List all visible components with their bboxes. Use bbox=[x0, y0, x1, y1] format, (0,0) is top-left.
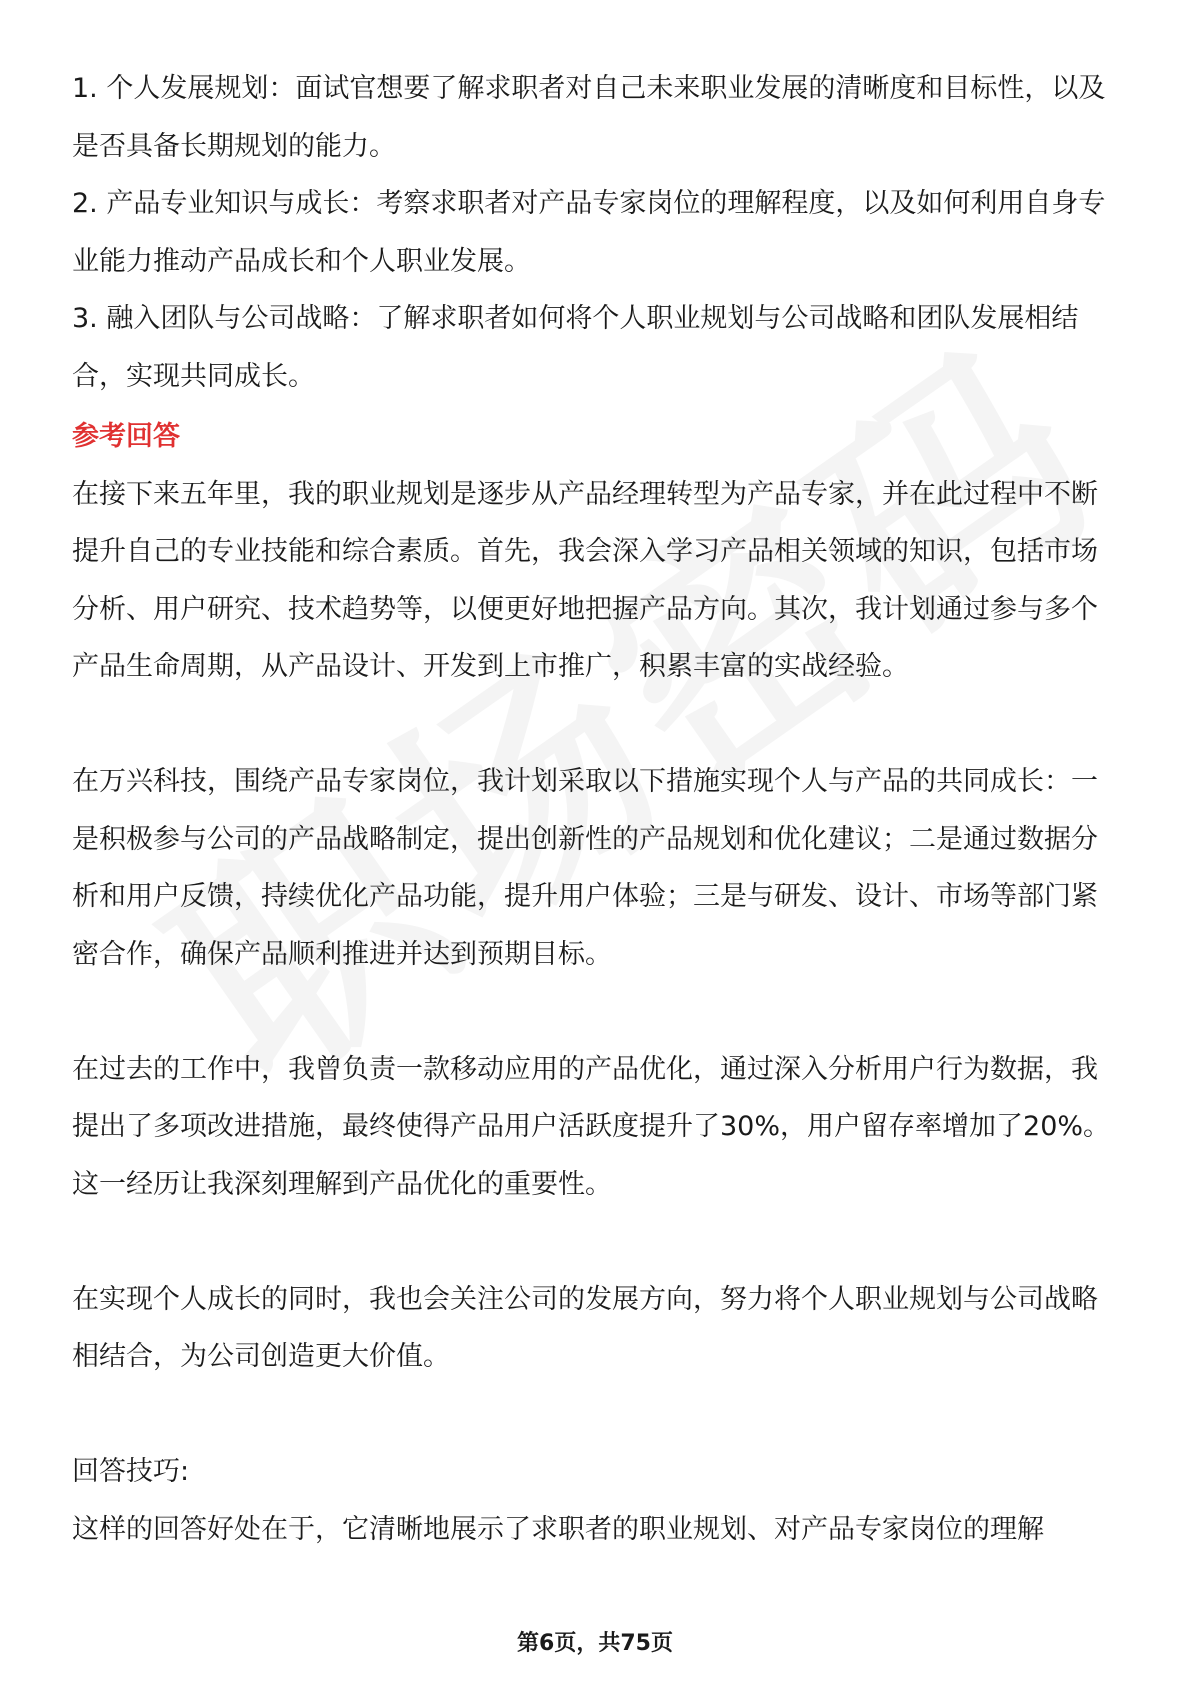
answer-paragraph-3: 在过去的工作中，我曾负责一款移动应用的产品优化，通过深入分析用户行为数据，我提出了多项改进措施，最终使得产品用户活跃度提升了30%，用户留存率增加了20%。这一经历让我深刻理解到产品优化的重要性。 bbox=[72, 1053, 1111, 1200]
point-1: 1. 个人发展规划：面试官想要了解求职者对自己未来职业发展的清晰度和目标性，以及是否具备长期规划的能力。 bbox=[72, 73, 1106, 162]
paragraph-gap bbox=[72, 983, 1122, 1041]
tips-heading: 回答技巧: bbox=[72, 1456, 190, 1487]
paragraph-gap bbox=[72, 696, 1122, 754]
answer-paragraph-1: 在接下来五年里，我的职业规划是逐步从产品经理转型为产品专家，并在此过程中不断提升自己的专业技能和综合素质。首先，我会深入学习产品相关领域的知识，包括市场分析、用户研究、技术趋势等，以便更好地把握产品方向。其次，我计划通过参与多个产品生命周期，从产品设计、开发到上市推广，积累丰富的实战经验。 bbox=[72, 478, 1098, 682]
answer-paragraph-4: 在实现个人成长的同时，我也会关注公司的发展方向，努力将个人职业规划与公司战略相结合，为公司创造更大价值。 bbox=[72, 1283, 1098, 1372]
paragraph-gap bbox=[72, 1213, 1122, 1271]
answer-heading: 参考回答 bbox=[72, 421, 180, 452]
document-body bbox=[72, 60, 1122, 1558]
point-2: 2. 产品专业知识与成长：考察求职者对产品专家岗位的理解程度，以及如何利用自身专业能力推动产品成长和个人职业发展。 bbox=[72, 188, 1106, 277]
paragraph-gap bbox=[72, 1386, 1122, 1444]
point-3: 3. 融入团队与公司战略：了解求职者如何将个人职业规划与公司战略和团队发展相结合，实现共同成长。 bbox=[72, 303, 1079, 392]
answer-paragraph-2: 在万兴科技，围绕产品专家岗位，我计划采取以下措施实现个人与产品的共同成长：一是积极参与公司的产品战略制定，提出创新性的产品规划和优化建议；二是通过数据分析和用户反馈，持续优化产品功能，提升用户体验；三是与研发、设计、市场等部门紧密合作，确保产品顺利推进并达到预期目标。 bbox=[72, 766, 1098, 970]
tips-text: 这样的回答好处在于，它清晰地展示了求职者的职业规划、对产品专家岗位的理解 bbox=[72, 1513, 1044, 1545]
page-footer: 第6页，共75页 bbox=[517, 1631, 673, 1656]
